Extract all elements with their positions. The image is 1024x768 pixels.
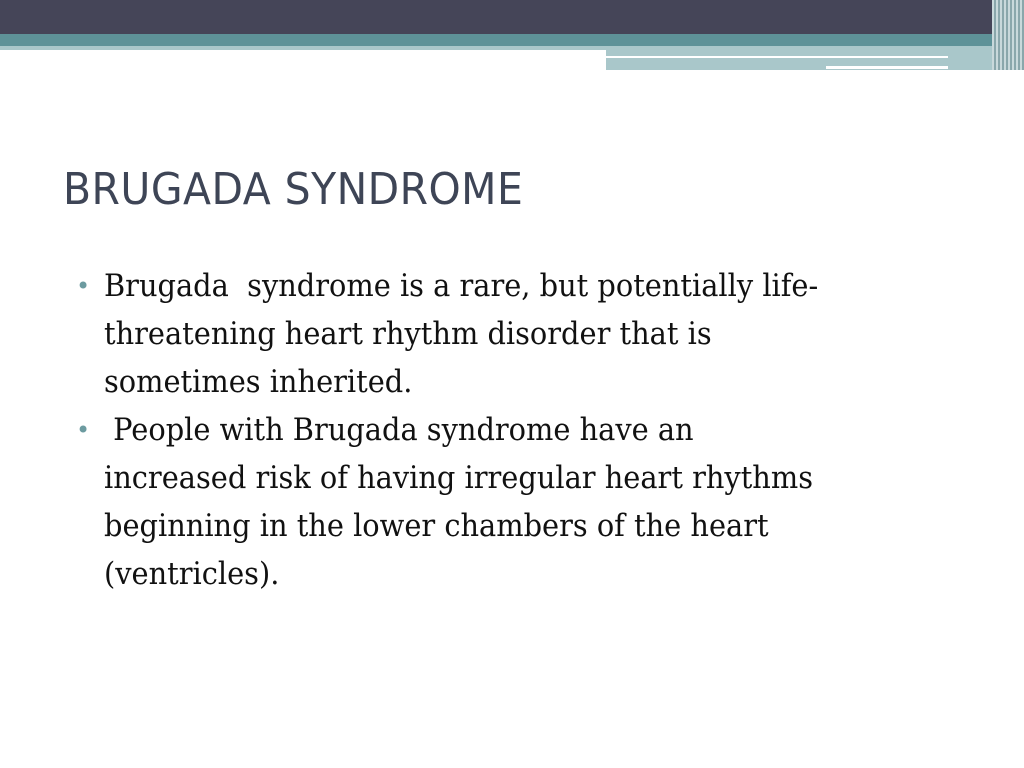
- bullet-text: People with Brugada syndrome have an increased risk of having irregular heart rhythms beginning in the lower chambers of the heart (ventricles).: [104, 412, 814, 592]
- header-band-right-line: [606, 56, 948, 58]
- header-band-light: [0, 46, 606, 50]
- bullet-list: [76, 262, 956, 598]
- slide-title: BRUGADA SYNDROME: [63, 164, 524, 215]
- header-band-right-block: [606, 46, 1024, 70]
- bullet-item: [76, 406, 956, 598]
- bullet-dot-icon: •: [76, 272, 91, 300]
- header-band-teal: [0, 34, 1024, 46]
- header-stripes: [992, 0, 1024, 70]
- bullet-item: [76, 262, 956, 406]
- bullet-dot-icon: •: [76, 416, 91, 444]
- header-band-right-line: [826, 66, 948, 69]
- header-band-dark: [0, 0, 1024, 34]
- bullet-text: Brugada syndrome is a rare, but potentially life- threatening heart rhythm disorder that is sometimes inherited.: [104, 268, 819, 400]
